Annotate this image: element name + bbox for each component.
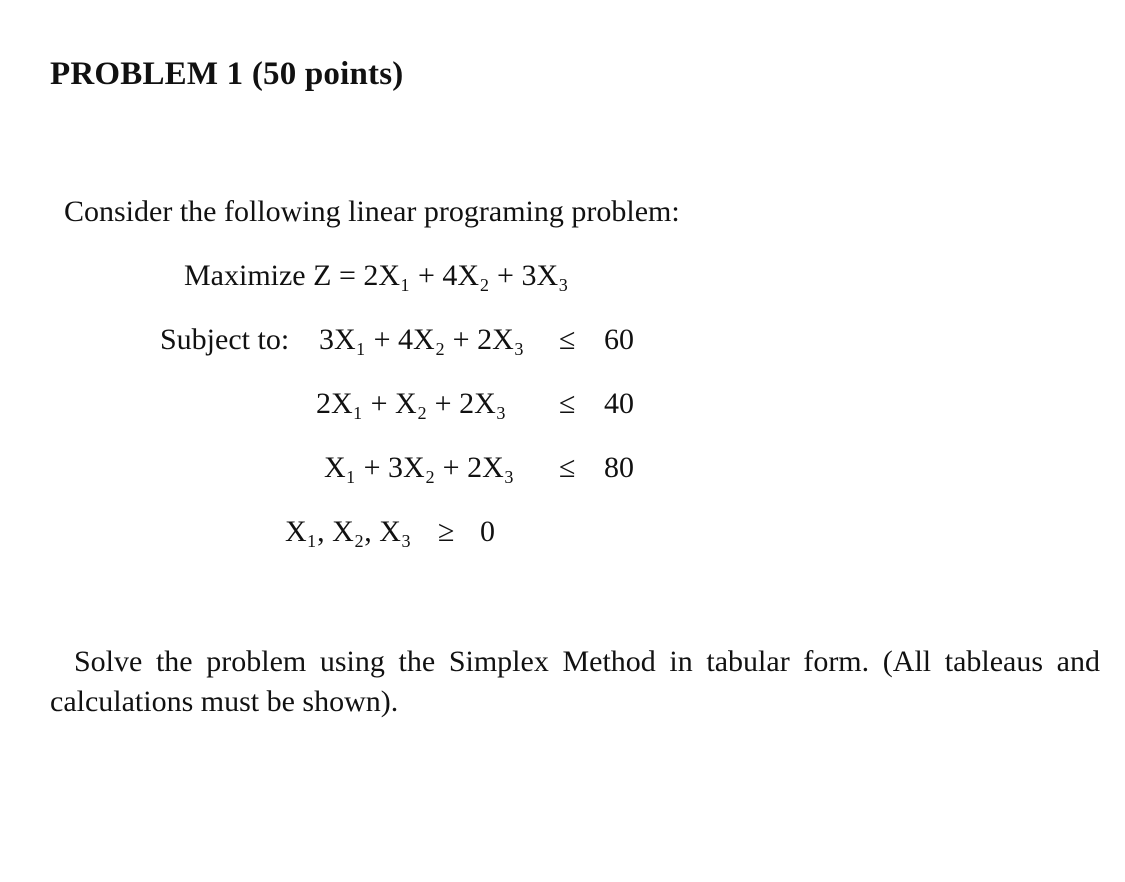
constraint-2-rhs: 40 — [604, 387, 634, 420]
constraint-3-expression: X₁ + 3X₂ + 2X₃ — [324, 451, 515, 484]
nonnegativity-rhs: 0 — [480, 515, 495, 548]
constraint-1-rhs: 60 — [604, 323, 634, 356]
constraint-1-expression: 3X₁ + 4X₂ + 2X₃ — [319, 323, 525, 356]
problem-intro: Consider the following linear programing problem: — [64, 195, 680, 228]
nonnegativity-variables: X₁, X₂, X₃ — [285, 515, 412, 548]
problem-instructions: Solve the problem using the Simplex Method in tabular form. (All tableaus and calculations must be shown). — [50, 645, 1100, 718]
problem-title: PROBLEM 1 (50 points) — [50, 56, 404, 92]
constraint-2-expression: 2X₁ + X₂ + 2X₃ — [316, 387, 507, 420]
constraint-2-operator: ≤ — [559, 387, 576, 420]
subject-to-label: Subject to: — [160, 323, 290, 356]
constraint-1-operator: ≤ — [559, 323, 576, 356]
constraint-3-operator: ≤ — [559, 451, 576, 484]
nonnegativity-operator: ≥ — [438, 515, 455, 548]
objective-function: Maximize Z = 2X₁ + 4X₂ + 3X₃ — [184, 259, 569, 292]
constraint-3-rhs: 80 — [604, 451, 634, 484]
